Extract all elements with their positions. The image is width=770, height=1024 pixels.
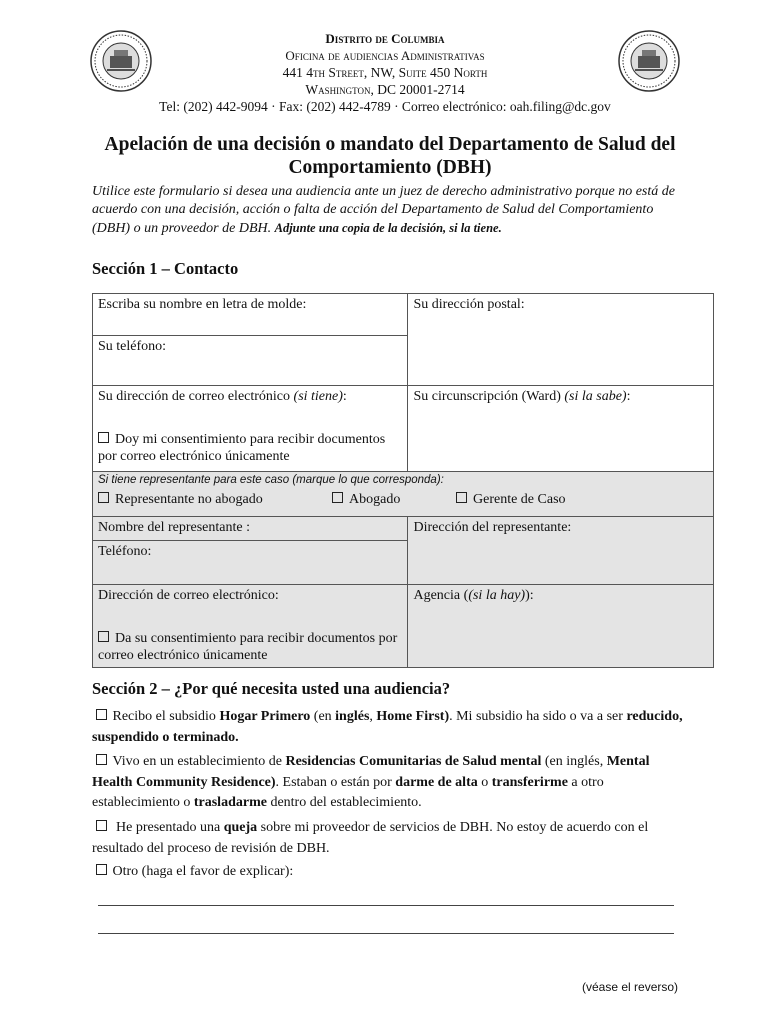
rep-name-field[interactable]: Nombre del representante :	[93, 517, 408, 541]
ward-field[interactable]: Su circunscripción (Ward) (si la sabe):	[408, 386, 714, 472]
checkbox[interactable]	[332, 492, 343, 503]
email-consent[interactable]: Doy mi consentimiento para recibir documentos por correo electrónico únicamente	[98, 432, 386, 464]
page-footer: (véase el reverso)	[582, 980, 679, 994]
header-street: 441 4th Street, NW, Suite 450 North	[282, 65, 488, 80]
address-field[interactable]: Su dirección postal:	[408, 294, 714, 386]
checkbox[interactable]	[98, 492, 109, 503]
agency-header	[0, 30, 770, 115]
header-city: Washington, DC 20001-2714	[305, 82, 465, 97]
header-office: Oficina de audiencias Administrativas	[285, 48, 485, 63]
reason-community-residence[interactable]: Vivo en un establecimiento de Residencias Comunitarias de Salud mental (en inglés, Mental Health Community Residence). Estaban o están por darme de alta o transferirme a otro establecimiento o trasladarme dentro del establecimiento.	[92, 754, 650, 810]
agency-field[interactable]: Agencia ((si la hay)):	[408, 585, 714, 668]
name-field[interactable]: Escriba su nombre en letra de molde:	[93, 294, 408, 336]
explain-line-2[interactable]	[98, 933, 674, 934]
rep-option-case-manager[interactable]: Gerente de Caso	[456, 492, 566, 508]
reason-home-first[interactable]: Recibo el subsidio Hogar Primero (en inglés, Home First). Mi subsidio ha sido o va a ser reducido, suspendido o terminado.	[92, 709, 683, 745]
section1-heading: Sección 1 – Contacto	[92, 259, 239, 278]
rep-option-lawyer[interactable]: Abogado	[332, 492, 400, 508]
reason-other[interactable]: Otro (haga el favor de explicar):	[92, 862, 692, 883]
contact-table	[92, 293, 714, 668]
intro-paragraph	[92, 183, 692, 238]
section2-heading: Sección 2 – ¿Por qué necesita usted una audiencia?	[92, 679, 451, 698]
header-contact: Tel: (202) 442-9094 · Fax: (202) 442-4789 · Correo electrónico: oah.filing@dc.gov	[159, 99, 611, 114]
rep-phone-field[interactable]: Teléfono:	[93, 541, 408, 585]
intro-bold: Adjunte una copia de la decisión, si la tiene.	[274, 221, 502, 235]
phone-field[interactable]: Su teléfono:	[93, 336, 408, 386]
checkbox[interactable]	[456, 492, 467, 503]
rep-email-consent[interactable]: Da su consentimiento para recibir documentos por correo electrónico únicamente	[98, 631, 398, 663]
rep-email-field[interactable]: Dirección de correo electrónico: Da su consentimiento para recibir documentos por correo electrónico únicamente	[93, 585, 408, 668]
checkbox[interactable]	[96, 820, 107, 831]
explain-line-1[interactable]	[98, 905, 674, 906]
rep-consent-checkbox[interactable]	[98, 631, 109, 642]
reason-complaint[interactable]: He presentado una queja sobre mi proveedor de servicios de DBH. No estoy de acuerdo con el resultado del proceso de revisión de DBH.	[92, 820, 649, 856]
representative-type-row	[93, 472, 714, 517]
rep-note: Si tiene representante para este caso (marque lo que corresponda):	[98, 474, 444, 486]
rep-address-field[interactable]: Dirección del representante:	[408, 517, 714, 585]
form-title: Apelación de una decisión o mandato del Departamento de Salud del Comportamiento (DBH)	[104, 134, 676, 178]
email-field[interactable]: Su dirección de correo electrónico (si tiene): Doy mi consentimiento para recibir documentos por correo electrónico únicamente	[93, 386, 408, 472]
checkbox[interactable]	[96, 864, 107, 875]
header-district: Distrito de Columbia	[325, 31, 445, 46]
consent-checkbox[interactable]	[98, 432, 109, 443]
checkbox[interactable]	[96, 709, 107, 720]
checkbox[interactable]	[96, 754, 107, 765]
intro-text: Utilice este formulario si desea una audiencia ante un juez de derecho administrativo porque no está de acuerdo con una decisión, acción o falta de acción del Departamento de Salud del Comportamiento (DBH) o un proveedor de DBH.	[92, 184, 675, 236]
rep-option-nonlawyer[interactable]: Representante no abogado	[98, 492, 263, 508]
